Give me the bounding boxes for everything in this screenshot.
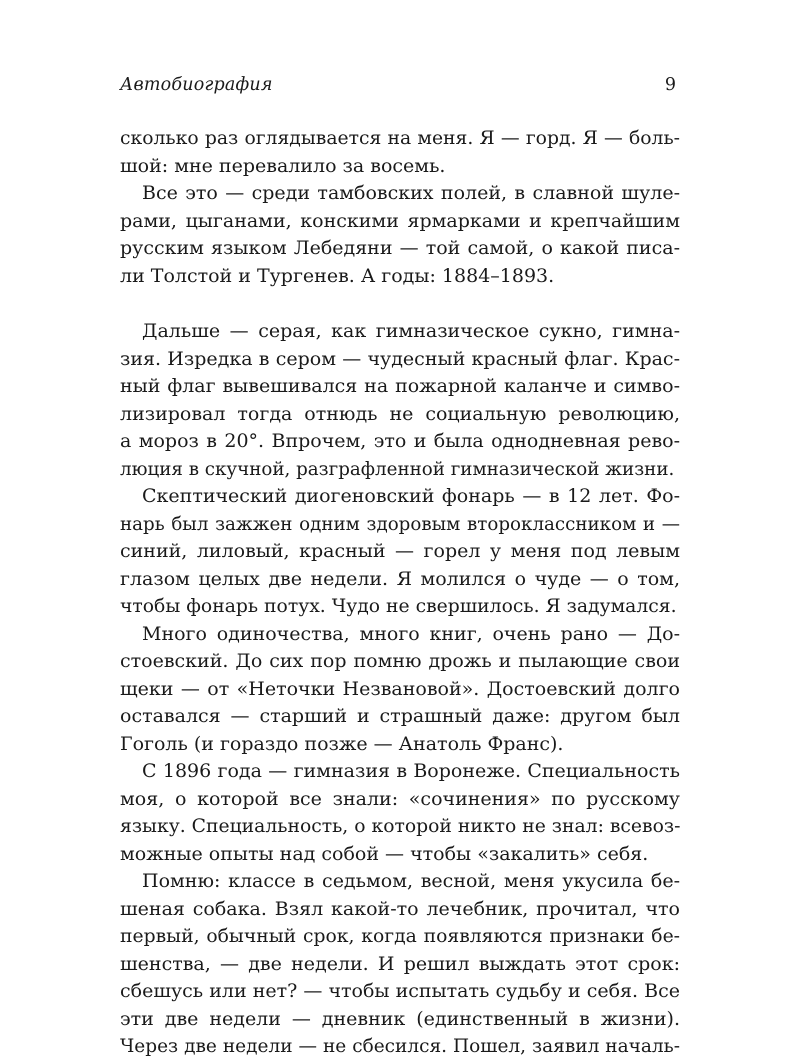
text-line: эти две недели — дневник (единственный в жизни).	[120, 1007, 680, 1030]
paragraph	[120, 868, 680, 1061]
text-line: синий, лиловый, красный — горел у меня под левым	[120, 540, 680, 562]
section-break	[120, 290, 680, 318]
text-line: Помню: классе в седьмом, весной, меня укусила бе-	[142, 870, 680, 892]
text-line: Гоголь (и гораздо позже — Анатоль Франс).	[120, 732, 564, 755]
paragraph	[120, 125, 680, 180]
text-line: первый, обычный срок, когда появляются признаки бе-	[120, 926, 680, 947]
text-line: шенства, — две недели. И решил выждать этот срок:	[120, 952, 680, 975]
text-line: шой: мне перевалило за восемь.	[120, 154, 446, 177]
text-line: Много одиночества, много книг, очень рано — До-	[142, 622, 680, 645]
text-line: можные опыты над собой — чтобы «закалить» себя.	[120, 842, 649, 865]
text-line: Через две недели — не сбесился. Пошел, заявил началь-	[120, 1036, 680, 1057]
text-line: сбешусь или нет? — чтобы испытать судьбу и себя. Все	[120, 980, 680, 1002]
text-line: нарь был зажжен одним здоровым второклассником и —	[120, 513, 680, 535]
text-line: ный флаг вывешивался на пожарной каланче и симво-	[120, 375, 680, 397]
running-head	[120, 75, 680, 99]
text-line: Дальше — серая, как гимназическое сукно, гимна-	[142, 320, 680, 342]
text-line: С 1896 года — гимназия в Воронеже. Специальность	[142, 760, 680, 782]
text-line: чтобы фонарь потух. Чудо не свершилось. Я задумался.	[120, 596, 677, 617]
text-line: стоевский. До сих пор помню дрожь и пылающие свои	[120, 650, 680, 672]
text-line: сколько раз оглядывается на меня. Я — горд. Я — боль-	[120, 128, 680, 149]
text-line: моя, о которой все знали: «сочинения» по русскому	[120, 787, 680, 810]
text-line: шеная собака. Взял какой-то лечебник, прочитал, что	[120, 897, 680, 920]
paragraph	[120, 318, 680, 483]
paragraph	[120, 758, 680, 868]
page-number: 9	[664, 75, 676, 95]
text-line: щеки — от «Неточки Незвановой». Достоевский долго	[120, 677, 680, 700]
text-line: оставался — старший и страшный даже: другом был	[120, 705, 680, 727]
text-line: языку. Специальность, о которой никто не знал: всевоз-	[120, 816, 680, 837]
paragraph	[120, 621, 680, 759]
paragraph	[120, 180, 680, 290]
text-line: зия. Изредка в сером — чудесный красный флаг. Крас-	[120, 347, 680, 370]
text-line: Все это — среди тамбовских полей, в славной шуле-	[142, 182, 680, 204]
text-line: Скептический диогеновский фонарь — в 12 лет. Фо-	[142, 485, 680, 507]
text-line: русским языком Лебедяни — той самой, о какой писа-	[120, 237, 680, 259]
body-text	[120, 125, 680, 1061]
text-line: люция в скучной, разграфленной гимназической жизни.	[120, 458, 675, 480]
text-line: а мороз в 20°. Впрочем, это и была однодневная рево-	[120, 430, 680, 452]
text-line: ли Толстой и Тургенев. А годы: 1884–1893.	[120, 264, 555, 287]
text-line: рами, цыганами, конскими ярмарками и крепчайшим	[120, 209, 680, 232]
text-line: лизировал тогда отнюдь не социальную революцию,	[120, 402, 680, 425]
text-line: глазом целых две недели. Я молился о чуде — о том,	[120, 567, 680, 590]
paragraph	[120, 483, 680, 621]
running-title: Автобиография	[120, 75, 273, 95]
